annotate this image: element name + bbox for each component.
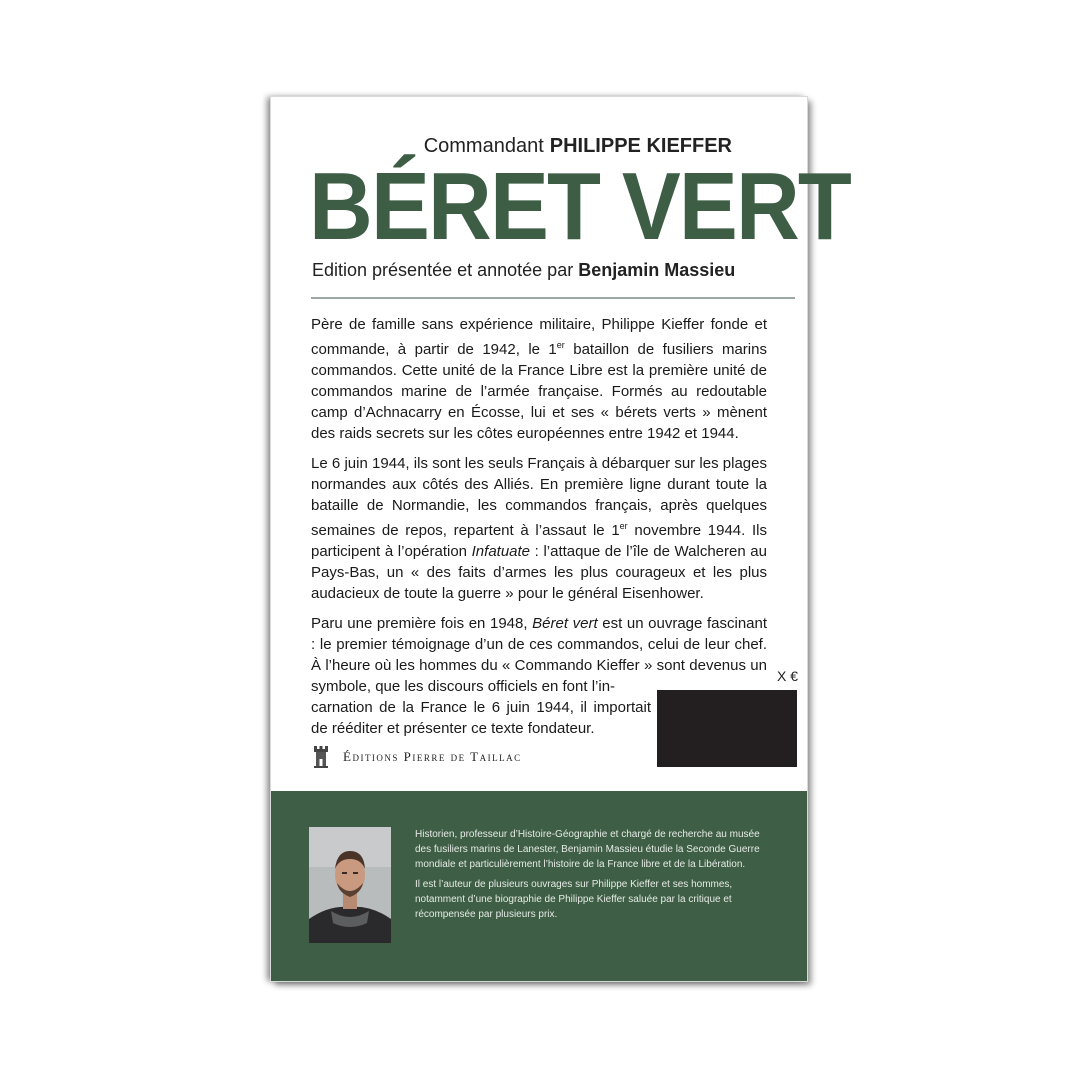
edition-line bbox=[312, 260, 735, 281]
blurb bbox=[311, 314, 767, 748]
author-photo bbox=[309, 827, 391, 943]
text-run: Père de famille sans expérience militaire, Philippe Kieffer fonde et commande, à partir de 1942, le 1 bbox=[311, 316, 767, 358]
italic-text: Infatuate bbox=[471, 543, 531, 560]
price-label: X € bbox=[777, 668, 799, 684]
author-portrait bbox=[309, 827, 391, 943]
text-run: : l’attaque de l’île de Walcheren au Pays-Bas, un « des faits d’armes les plus courageux et les plus audacieux de toute la guerre » pour le général Eisenhower. bbox=[311, 543, 767, 602]
blurb-paragraph-2 bbox=[311, 453, 767, 604]
superscript: er bbox=[619, 521, 628, 531]
bio-paragraph-1: Historien, professeur d’Histoire-Géographie et chargé de recherche au musée des fusiliers marins de Lanester, Benjamin Massieu étudie la Seconde Guerre mondiale et particulièrement l’histoire de la France libre et de la Libération. bbox=[415, 829, 760, 870]
bio-paragraph-2: Il est l’auteur de plusieurs ouvrages sur Philippe Kieffer et ses hommes, notamment d’une biographie de Philippe Kieffer saluée par la critique et récompensée par plusieurs prix. bbox=[415, 879, 733, 920]
edition-prefix: Edition présentée et annotée par bbox=[312, 260, 574, 280]
book-back-cover bbox=[271, 97, 851, 981]
text-run: novembre 1944. Ils participent à l’opération bbox=[311, 522, 767, 560]
italic-text: Béret vert bbox=[532, 615, 598, 632]
text-run: Paru une première fois en 1948, bbox=[311, 615, 533, 632]
editor-name: Benjamin Massieu bbox=[578, 260, 736, 280]
barcode-block bbox=[657, 690, 797, 767]
publisher bbox=[313, 746, 522, 768]
author-bio-band bbox=[271, 791, 807, 981]
blurb-paragraph-1 bbox=[311, 314, 767, 444]
divider bbox=[311, 297, 795, 299]
text-run: Le 6 juin 1944, ils sont les seuls Français à débarquer sur les plages normandes aux côtés des Alliés. En première ligne durant toute la bataille de Normandie, les commandos français, après quelques semaines de repos, repartent à l’assaut le 1 bbox=[311, 455, 767, 539]
text-run: carnation de la France le 6 juin 1944, il importait de rééditer et présenter ce texte fondateur. bbox=[311, 699, 651, 737]
superscript: er bbox=[556, 340, 565, 350]
text-run: est un ouvrage fascinant : le premier témoignage d’un de ces commandos, celui de leur chef. À l’heure où les hommes du « Commando Kieffer » sont devenus un symbole, que les discours officiels en font l’in- bbox=[311, 615, 768, 695]
author-prefix: Commandant bbox=[423, 135, 544, 157]
text-run: bataillon de fusiliers marins commandos. Cette unité de la France Libre est la première unité de commandos marine de l’armée française. Formés au redoutable camp d’Achnacarry en Écosse, lui et ses « bérets verts » mènent des raids secrets sur les côtes européennes entre 1942 et 1944. bbox=[311, 341, 767, 442]
publisher-name: Éditions Pierre de Taillac bbox=[343, 749, 522, 764]
book-title: BÉRET VERT bbox=[309, 153, 851, 260]
tower-icon bbox=[313, 746, 329, 768]
author-name: PHILIPPE KIEFFER bbox=[549, 135, 732, 157]
author-bio bbox=[415, 827, 777, 927]
